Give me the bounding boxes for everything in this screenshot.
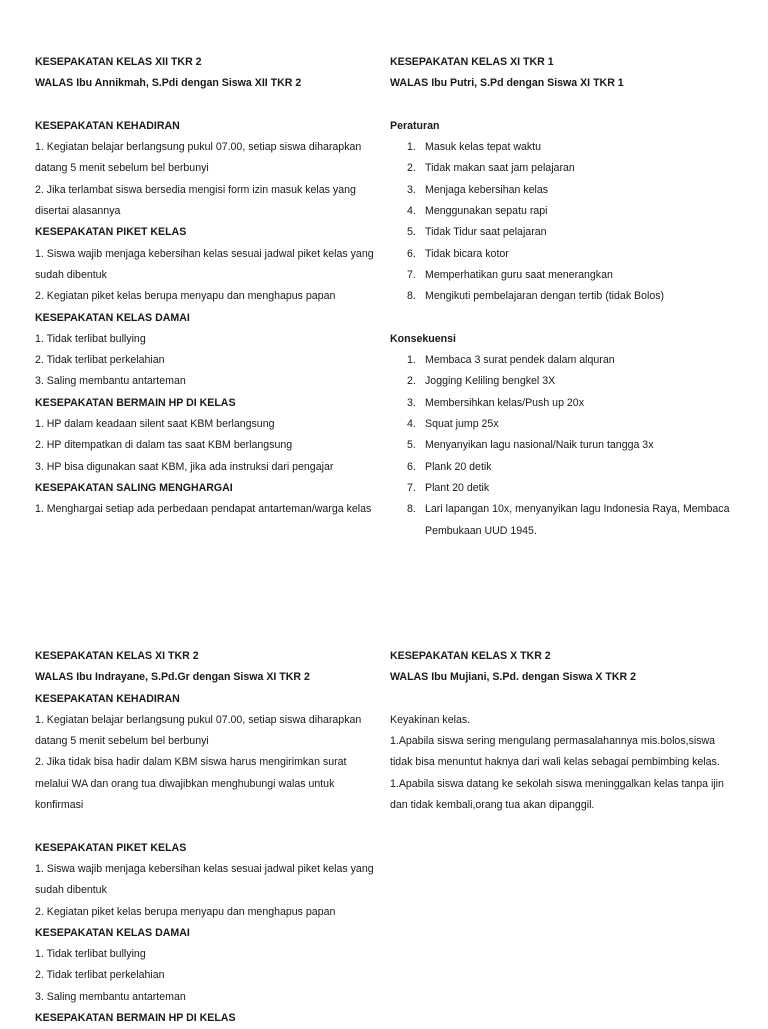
list-item: 6. Plank 20 detik	[407, 460, 492, 473]
walas-line: WALAS Ibu Indrayane, S.Pd.Gr dengan Siswa XI TKR 2	[35, 671, 310, 684]
agreement-title: KESEPAKATAN KELAS XI TKR 1	[390, 56, 554, 68]
list-item: 4. Menggunakan sepatu rapi	[407, 205, 548, 218]
list-item: 1. Masuk kelas tepat waktu	[407, 141, 541, 154]
text-line: sudah dibentuk	[35, 268, 107, 281]
section-heading-hp: KESEPAKATAN BERMAIN HP DI KELAS	[35, 1012, 236, 1025]
text-line: 3. Saling membantu antarteman	[35, 375, 186, 388]
agreement-title: KESEPAKATAN KELAS X TKR 2	[390, 650, 551, 662]
list-item: 5. Tidak Tidur saat pelajaran	[407, 226, 547, 239]
list-item: 4. Squat jump 25x	[407, 418, 499, 431]
section-heading-hp: KESEPAKATAN BERMAIN HP DI KELAS	[35, 396, 236, 409]
text-line: 2. Tidak terlibat perkelahian	[35, 969, 165, 982]
rules-list	[390, 137, 760, 307]
agreement-x-tkr2	[390, 646, 760, 816]
text-line: 3. HP bisa digunakan saat KBM, jika ada instruksi dari pengajar	[35, 460, 334, 473]
text-line: tidak bisa menuntut haknya dari wali kelas sebagai pembimbing kelas.	[390, 756, 720, 769]
list-item: 3. Menjaga kebersihan kelas	[407, 183, 549, 196]
list-item: 1. Membaca 3 surat pendek dalam alquran	[407, 354, 615, 367]
list-item: 8. Lari lapangan 10x, menyanyikan lagu Indonesia Raya, Membaca	[407, 503, 730, 516]
text-line: 1. Siswa wajib menjaga kebersihan kelas sesuai jadwal piket kelas yang	[35, 247, 374, 260]
text-line: 1. Kegiatan belajar berlangsung pukul 07.00, setiap siswa diharapkan	[35, 713, 362, 726]
section-heading-damai: KESEPAKATAN KELAS DAMAI	[35, 311, 190, 324]
walas-line: WALAS Ibu Annikmah, S.Pdi dengan Siswa XII TKR 2	[35, 77, 302, 90]
list-item: 2. Tidak makan saat jam pelajaran	[407, 162, 575, 175]
text-line: Keyakinan kelas.	[390, 713, 471, 726]
section-heading-kehadiran: KESEPAKATAN KEHADIRAN	[35, 119, 180, 132]
list-item: 6. Tidak bicara kotor	[407, 247, 509, 260]
text-line: 2. Kegiatan piket kelas berupa menyapu dan menghapus papan	[35, 905, 336, 918]
list-item: 5. Menyanyikan lagu nasional/Naik turun tangga 3x	[407, 439, 654, 452]
text-line: melalui WA dan orang tua diwajibkan menghubungi walas untuk	[35, 777, 335, 790]
text-line: 1.Apabila siswa datang ke sekolah siswa meninggalkan kelas tanpa ijin	[390, 777, 724, 790]
text-line: 2. Kegiatan piket kelas berupa menyapu dan menghapus papan	[35, 290, 336, 303]
agreement-title: KESEPAKATAN KELAS XI TKR 2	[35, 650, 199, 662]
agreement-xi-tkr1	[390, 52, 760, 542]
agreement-xi-tkr2	[35, 646, 380, 1029]
text-line: 1. Kegiatan belajar berlangsung pukul 07.00, setiap siswa diharapkan	[35, 141, 362, 154]
text-line: disertai alasannya	[35, 205, 121, 218]
consequences-list	[390, 350, 760, 542]
text-line: konfirmasi	[35, 799, 84, 812]
list-item: 8. Mengikuti pembelajaran dengan tertib (tidak Bolos)	[407, 290, 665, 303]
text-line: 2. HP ditempatkan di dalam tas saat KBM berlangsung	[35, 439, 293, 452]
text-line: 2. Jika terlambat siswa bersedia mengisi form izin masuk kelas yang	[35, 183, 356, 196]
text-line: datang 5 menit sebelum bel berbunyi	[35, 735, 209, 748]
text-line: 1. Tidak terlibat bullying	[35, 332, 146, 345]
section-heading-piket: KESEPAKATAN PIKET KELAS	[35, 841, 187, 854]
agreement-xii-tkr2	[35, 52, 380, 521]
text-line: 1. HP dalam keadaan silent saat KBM berlangsung	[35, 418, 275, 431]
text-line: sudah dibentuk	[35, 884, 107, 897]
rules-heading: Peraturan	[390, 119, 440, 132]
list-item: 3. Membersihkan kelas/Push up 20x	[407, 396, 584, 409]
text-line: 3. Saling membantu antarteman	[35, 990, 186, 1003]
text-line: dan tidak kembali,orang tua akan dipanggil.	[390, 799, 595, 812]
section-heading-menghargai: KESEPAKATAN SALING MENGHARGAI	[35, 481, 233, 494]
text-line: 2. Jika tidak bisa hadir dalam KBM siswa harus mengirimkan surat	[35, 756, 347, 769]
text-line: 2. Tidak terlibat perkelahian	[35, 354, 165, 367]
text-line: 1. Siswa wajib menjaga kebersihan kelas sesuai jadwal piket kelas yang	[35, 862, 374, 875]
text-line: 1. Menghargai setiap ada perbedaan pendapat antarteman/warga kelas	[35, 503, 372, 516]
section-heading-piket: KESEPAKATAN PIKET KELAS	[35, 226, 187, 239]
text-line: 1.Apabila siswa sering mengulang permasalahannya mis.bolos,siswa	[390, 735, 716, 748]
agreement-title: KESEPAKATAN KELAS XII TKR 2	[35, 56, 202, 68]
text-line: datang 5 menit sebelum bel berbunyi	[35, 162, 209, 175]
walas-line: WALAS Ibu Putri, S.Pd dengan Siswa XI TKR 1	[390, 77, 624, 90]
list-item: 2. Jogging Keliling bengkel 3X	[407, 375, 556, 388]
consequences-heading: Konsekuensi	[390, 332, 456, 345]
section-heading-damai: KESEPAKATAN KELAS DAMAI	[35, 926, 190, 939]
section-heading-kehadiran: KESEPAKATAN KEHADIRAN	[35, 692, 180, 705]
text-line: 1. Tidak terlibat bullying	[35, 948, 146, 961]
walas-line: WALAS Ibu Mujiani, S.Pd. dengan Siswa X TKR 2	[390, 671, 637, 684]
list-item: 7. Memperhatikan guru saat menerangkan	[407, 268, 613, 281]
list-item: 7. Plant 20 detik	[407, 481, 490, 494]
list-item-continuation: Pembukaan UUD 1945.	[425, 524, 537, 537]
